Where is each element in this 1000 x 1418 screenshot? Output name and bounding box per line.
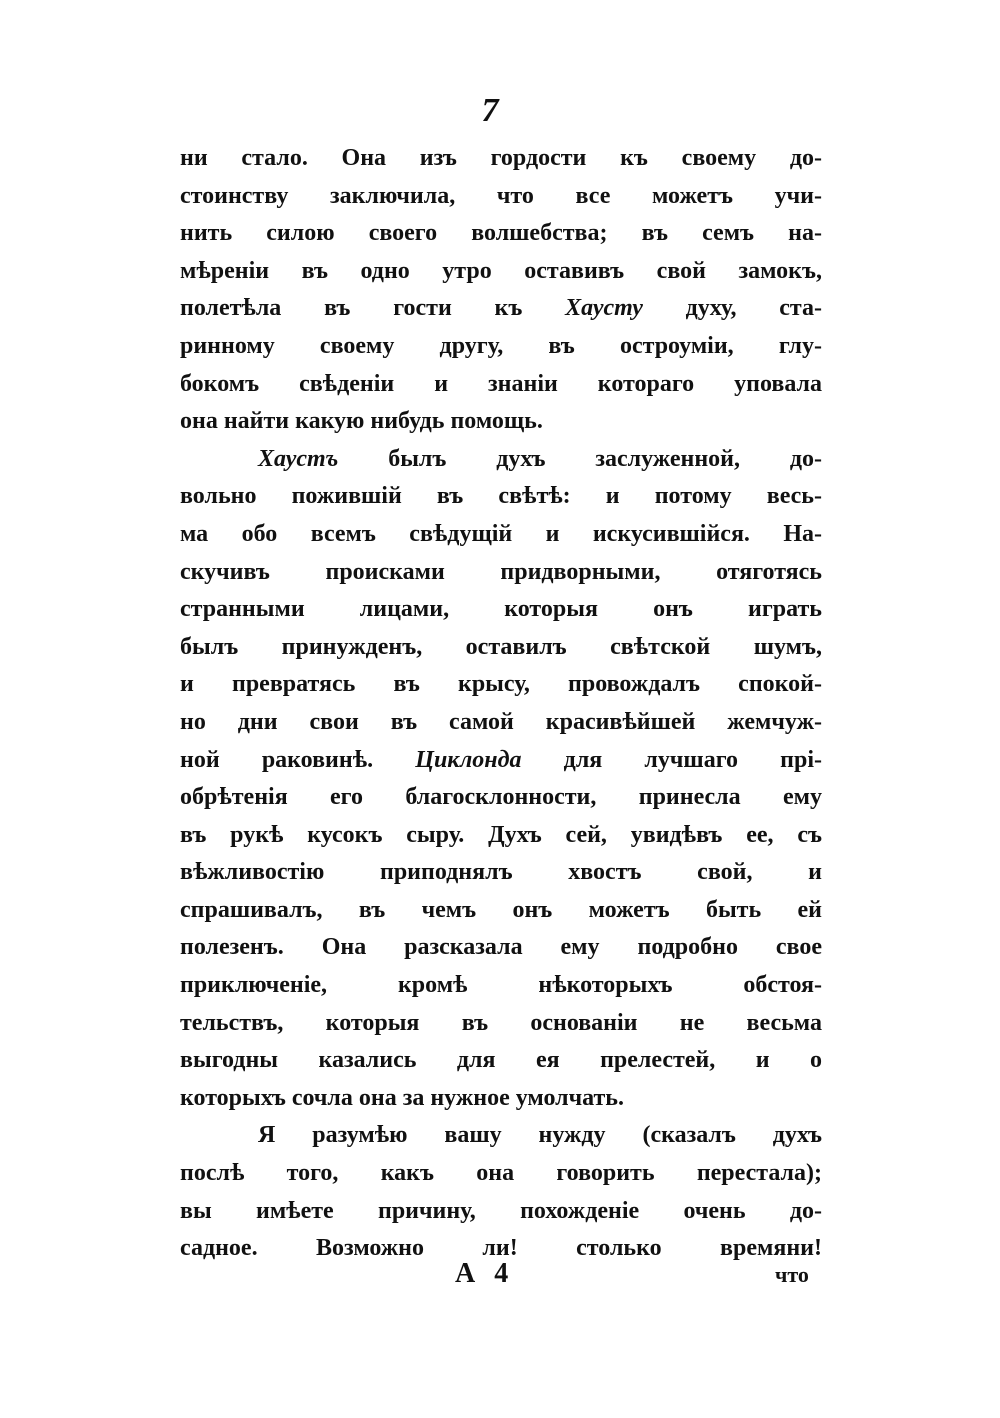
text-line (180, 742, 822, 780)
text-line: странными лицами, которыя онъ играть (180, 596, 822, 623)
body-text (180, 140, 822, 1268)
text-line: выгодны казались для ея прелестей, и о (180, 1047, 822, 1074)
signature-mark: А 4 (455, 1258, 515, 1289)
text-line: скучивъ происками придворными, отяготясь (180, 558, 822, 585)
name-haust: Хаустъ (258, 445, 339, 472)
text-line: ринному своему другу, въ остроуміи, глу- (180, 332, 822, 359)
text-line: которыхъ сочла она за нужное умолчать. (180, 1084, 624, 1111)
page-number: 7 (481, 92, 499, 129)
text-line: мѣреніи въ одно утро оставивъ свой замокъ, (180, 257, 822, 284)
text-line: тельствъ, которыя въ основаніи не весьма (180, 1009, 822, 1036)
text-line: бокомъ свѣденіи и знаніи котораго уповала (180, 370, 822, 397)
text-line: стоинству заключила, что все можетъ учи- (180, 182, 822, 209)
text-line: вы имѣете причину, похожденіе очень до- (180, 1197, 822, 1224)
text-segment: былъ духъ заслуженной, до- (388, 445, 822, 472)
text-line (180, 290, 822, 328)
text-line: обрѣтенія его благосклонности, принесла ему (180, 784, 822, 811)
text-line: садное. Возможно ли! столько времяни! (180, 1235, 822, 1262)
text-line: она найти какую нибудь помощь. (180, 408, 543, 435)
text-segment: для лучшаго прі- (563, 746, 822, 773)
text-segment: духу, ста- (685, 295, 822, 322)
text-line: вѣжливостію приподнялъ хвостъ свой, и (180, 859, 822, 886)
text-line: послѣ того, какъ она говорить перестала); (180, 1160, 822, 1187)
text-line: полезенъ. Она разсказала ему подробно свое (180, 934, 822, 961)
text-segment: полетѣла въ гости къ (180, 295, 523, 322)
text-line: ма обо всемъ свѣдущій и искусившійся. На- (180, 520, 822, 547)
text-line: но дни свои въ самой красивѣйшей жемчуж- (180, 708, 822, 735)
catchword: что (775, 1262, 809, 1287)
text-line: нить силою своего волшебства; въ семъ на- (180, 220, 822, 247)
text-line: Я разумѣю вашу нужду (сказалъ духъ (258, 1122, 822, 1149)
text-line: былъ принужденъ, оставилъ свѣтской шумъ, (180, 633, 822, 660)
text-line: и превратясь въ крысу, провождалъ спокой- (180, 671, 822, 698)
text-line: приключеніе, кромѣ нѣкоторыхъ обстоя- (180, 972, 822, 999)
text-line: въ рукѣ кусокъ сыру. Духъ сей, увидѣвъ ее, съ (180, 821, 822, 848)
text-line: ни стало. Она изъ гордости къ своему до- (180, 145, 822, 171)
name-tsiklonda: Циклонда (415, 746, 522, 773)
name-haust: Хаусту (565, 295, 643, 322)
text-line: вольно пожившій въ свѣтѣ: и потому весь- (180, 483, 822, 510)
text-segment: ной раковинѣ. (180, 746, 374, 773)
text-line (180, 441, 822, 479)
text-line: спрашивалъ, въ чемъ онъ можетъ быть ей (180, 896, 822, 923)
